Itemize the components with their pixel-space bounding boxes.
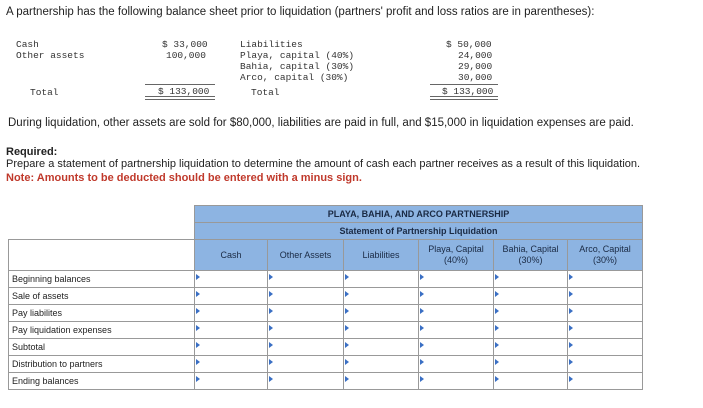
col-header-cash: Cash: [195, 240, 268, 271]
cell-liabilities: [344, 373, 419, 390]
input-liabilities[interactable]: [344, 373, 418, 389]
cell-playa: [419, 271, 494, 288]
le-total-amount: $ 133,000: [442, 86, 494, 97]
le-amount-liabilities: $ 50,000: [446, 39, 492, 50]
table-row: [9, 271, 643, 288]
cell-cash: [195, 288, 268, 305]
cell-liabilities: [344, 305, 419, 322]
asset-label-cash: Cash: [16, 39, 39, 50]
input-arco[interactable]: [568, 305, 642, 321]
cell-arco: [568, 322, 643, 339]
table-row: [9, 322, 643, 339]
col-header-arco: Arco, Capital (30%): [568, 240, 643, 271]
cell-other-assets: [268, 373, 344, 390]
cell-playa: [419, 356, 494, 373]
cell-bahia: [494, 373, 568, 390]
assets-total-label: Total: [30, 87, 59, 98]
input-cash[interactable]: [195, 373, 267, 389]
input-other-assets[interactable]: [268, 322, 343, 338]
cell-cash: [195, 305, 268, 322]
input-bahia[interactable]: [494, 288, 567, 304]
cell-liabilities: [344, 339, 419, 356]
table-body: [9, 271, 643, 390]
input-liabilities[interactable]: [344, 305, 418, 321]
le-total-label: Total: [251, 87, 280, 98]
cell-bahia: [494, 356, 568, 373]
input-bahia[interactable]: [494, 322, 567, 338]
input-bahia[interactable]: [494, 305, 567, 321]
cell-arco: [568, 373, 643, 390]
cell-arco: [568, 339, 643, 356]
assets-rule: [145, 84, 215, 85]
problem-intro: A partnership has the following balance sheet prior to liquidation (partners' profit and loss ratios are in parentheses):: [6, 6, 595, 18]
cell-playa: [419, 322, 494, 339]
col-header-bahia: Bahia, Capital (30%): [494, 240, 568, 271]
cell-arco: [568, 288, 643, 305]
cell-cash: [195, 373, 268, 390]
input-cash[interactable]: [195, 271, 267, 287]
row-label: Sale of assets: [9, 288, 195, 305]
asset-amount-other: 100,000: [166, 50, 206, 61]
required-heading: Required:: [6, 146, 58, 158]
le-amount-arco: 30,000: [458, 72, 493, 83]
col-header-playa: Playa, Capital (40%): [419, 240, 494, 271]
col-header-liabilities: Liabilities: [344, 240, 419, 271]
cell-bahia: [494, 288, 568, 305]
cell-cash: [195, 339, 268, 356]
input-cash[interactable]: [195, 339, 267, 355]
cell-playa: [419, 373, 494, 390]
cell-bahia: [494, 305, 568, 322]
table-subtitle: Statement of Partnership Liquidation: [195, 223, 643, 240]
cell-playa: [419, 288, 494, 305]
input-arco[interactable]: [568, 339, 642, 355]
table-corner: [9, 206, 195, 223]
input-playa[interactable]: [419, 305, 493, 321]
cell-bahia: [494, 322, 568, 339]
required-note: Note: Amounts to be deducted should be entered with a minus sign.: [6, 172, 362, 184]
input-other-assets[interactable]: [268, 373, 343, 389]
table-row: [9, 339, 643, 356]
table-title: PLAYA, BAHIA, AND ARCO PARTNERSHIP: [195, 206, 643, 223]
input-cash[interactable]: [195, 322, 267, 338]
input-cash[interactable]: [195, 356, 267, 372]
cell-liabilities: [344, 322, 419, 339]
cell-bahia: [494, 339, 568, 356]
input-arco[interactable]: [568, 288, 642, 304]
row-label: Distribution to partners: [9, 356, 195, 373]
input-playa[interactable]: [419, 373, 493, 389]
cell-arco: [568, 305, 643, 322]
table-corner: [9, 223, 195, 240]
input-arco[interactable]: [568, 271, 642, 287]
input-cash[interactable]: [195, 288, 267, 304]
input-playa[interactable]: [419, 339, 493, 355]
cell-arco: [568, 271, 643, 288]
row-label: Beginning balances: [9, 271, 195, 288]
le-double-rule: [430, 96, 498, 100]
input-liabilities[interactable]: [344, 271, 418, 287]
input-arco[interactable]: [568, 356, 642, 372]
cell-cash: [195, 271, 268, 288]
cell-playa: [419, 305, 494, 322]
input-other-assets[interactable]: [268, 288, 343, 304]
col-header-other-assets: Other Assets: [268, 240, 344, 271]
cell-other-assets: [268, 339, 344, 356]
le-amount-playa: 24,000: [458, 50, 493, 61]
cell-other-assets: [268, 271, 344, 288]
table-row: [9, 356, 643, 373]
cell-arco: [568, 356, 643, 373]
row-label-header: [9, 240, 195, 271]
cell-cash: [195, 356, 268, 373]
input-arco[interactable]: [568, 373, 642, 389]
input-playa[interactable]: [419, 322, 493, 338]
input-bahia[interactable]: [494, 373, 567, 389]
input-other-assets[interactable]: [268, 356, 343, 372]
asset-label-other: Other assets: [16, 50, 85, 61]
cell-bahia: [494, 271, 568, 288]
le-amount-bahia: 29,000: [458, 61, 493, 72]
liquidation-description: During liquidation, other assets are sold for $80,000, liabilities are paid in full, and $15,000 in liquidation expenses are paid.: [8, 117, 634, 129]
input-bahia[interactable]: [494, 339, 567, 355]
cell-playa: [419, 339, 494, 356]
input-other-assets[interactable]: [268, 339, 343, 355]
input-other-assets[interactable]: [268, 305, 343, 321]
assets-double-rule: [145, 96, 215, 100]
row-label: Ending balances: [9, 373, 195, 390]
row-label: Pay liquidation expenses: [9, 322, 195, 339]
input-other-assets[interactable]: [268, 271, 343, 287]
input-bahia[interactable]: [494, 356, 567, 372]
liquidation-statement-table: [8, 205, 643, 390]
cell-other-assets: [268, 288, 344, 305]
le-label-playa: Playa, capital (40%): [240, 50, 355, 61]
le-rule: [430, 84, 498, 85]
required-text: Prepare a statement of partnership liquidation to determine the amount of cash each partner receives as a result of this liquidation.: [6, 158, 641, 170]
input-liabilities[interactable]: [344, 322, 418, 338]
table-row: [9, 288, 643, 305]
row-label: Pay liabilites: [9, 305, 195, 322]
table-row: [9, 373, 643, 390]
cell-liabilities: [344, 271, 419, 288]
assets-total-amount: $ 133,000: [158, 86, 210, 97]
cell-other-assets: [268, 356, 344, 373]
table-row: [9, 305, 643, 322]
le-label-liabilities: Liabilities: [240, 39, 303, 50]
cell-liabilities: [344, 356, 419, 373]
row-label: Subtotal: [9, 339, 195, 356]
le-label-bahia: Bahia, capital (30%): [240, 61, 355, 72]
input-bahia[interactable]: [494, 271, 567, 287]
le-label-arco: Arco, capital (30%): [240, 72, 349, 83]
input-arco[interactable]: [568, 322, 642, 338]
input-liabilities[interactable]: [344, 288, 418, 304]
input-cash[interactable]: [195, 305, 267, 321]
cell-other-assets: [268, 322, 344, 339]
input-liabilities[interactable]: [344, 356, 418, 372]
input-liabilities[interactable]: [344, 339, 418, 355]
cell-cash: [195, 322, 268, 339]
input-playa[interactable]: [419, 271, 493, 287]
cell-liabilities: [344, 288, 419, 305]
cell-other-assets: [268, 305, 344, 322]
input-playa[interactable]: [419, 288, 493, 304]
asset-amount-cash: $ 33,000: [162, 39, 208, 50]
input-playa[interactable]: [419, 356, 493, 372]
